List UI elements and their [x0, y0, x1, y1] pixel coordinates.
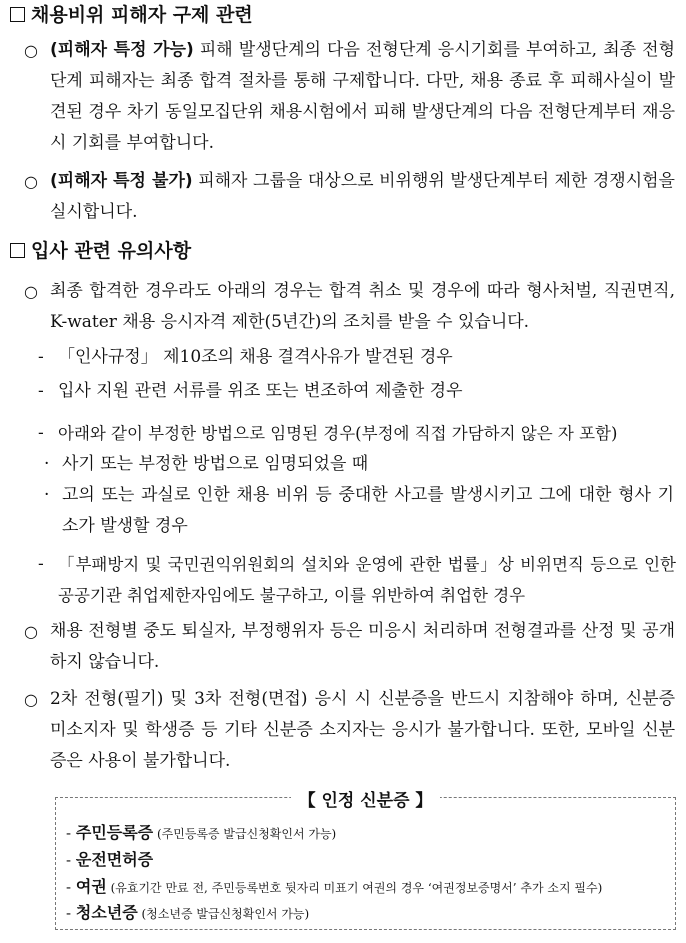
id-label: 주민등록증 [75, 823, 154, 842]
dot-bullet: · [44, 454, 50, 474]
id-label: 여권 [75, 877, 107, 896]
circle-bullet-icon: ○ [24, 41, 38, 60]
circle-bullet-icon: ○ [24, 282, 38, 301]
id-item-youth-card [66, 900, 309, 923]
disqualification-reason: 「인사규정」 제10조의 채용 결격사유가 발견된 경우 [58, 347, 453, 367]
hiring-intro: 최종 합격한 경우라도 아래의 경우는 합격 취소 및 경우에 따라 형사처벌, 직권면직, K-water 채용 응시자격 제한(5년간)의 조치를 받을 수 있습니다. [50, 281, 675, 332]
improper-appointment: 아래와 같이 부정한 방법으로 임명된 경우(부정에 직접 가담하지 않은 자 포함) [58, 424, 618, 443]
serious-incident: 고의 또는 과실로 인한 채용 비위 등 중대한 사고를 발생시키고 그에 대한 형사 기소가 발생할 경우 [62, 485, 674, 536]
id-item-passport [66, 874, 602, 897]
item-text: 피해자 그룹을 대상으로 비위행위 발생단계부터 제한 경쟁시험을 실시합니다. [50, 171, 675, 222]
circle-bullet-icon: ○ [24, 172, 38, 191]
accepted-id-title [56, 786, 675, 811]
id-note: (유효기간 만료 전, 주민등록번호 뒷자리 미표기 여권의 경우 ‘여권정보증명서’ 추가 소지 필수) [106, 881, 603, 895]
id-item-driver-license [66, 847, 153, 870]
section-heading-victim-relief [10, 2, 253, 28]
dash-bullet: - [66, 904, 72, 922]
dash-bullet: - [38, 347, 44, 367]
item-text: 피해 발생단계의 다음 전형단계 응시기회를 부여하고, 최종 전형단계 피해자는 최종 합격 절차를 통해 구제합니다. 다만, 채용 종료 후 피해사실이 발견된 경우 차기 동일모집단위 채용시험에서 피해 발생단계의 다음 전형단계부터 재응시 기회를 부여합니다. [50, 40, 675, 153]
id-note: (청소년증 발급신청확인서 가능) [137, 907, 310, 921]
circle-bullet-icon: ○ [24, 622, 38, 641]
id-note: (주민등록증 발급신청확인서 가능) [153, 827, 337, 841]
section-title: 채용비위 피해자 구제 관련 [31, 4, 253, 26]
section-heading-hiring-notes [10, 238, 191, 264]
checkbox-square-icon [10, 7, 25, 22]
dash-bullet: - [38, 554, 44, 574]
circle-bullet-icon: ○ [24, 690, 38, 709]
accepted-id-box [55, 791, 676, 930]
relief-item-unidentifiable [50, 166, 675, 228]
id-item-resident-card [66, 820, 336, 843]
fraud-appointment: 사기 또는 부정한 방법으로 임명되었을 때 [62, 454, 369, 474]
id-label: 청소년증 [75, 903, 138, 922]
relief-item-identifiable [50, 35, 675, 159]
document-forgery: 입사 지원 관련 서류를 위조 또는 변조하여 제출한 경우 [58, 381, 463, 401]
box-title-text: 【 인정 신분증 】 [291, 791, 441, 811]
anticorruption-law: 「부패방지 및 국민권익위원회의 설치와 운영에 관한 법률」상 비위면직 등으로 인한 공공기관 취업제한자임에도 불구하고, 이를 위반하여 취업한 경우 [58, 555, 676, 605]
dash-bullet: - [66, 824, 72, 842]
dot-bullet: · [44, 485, 50, 505]
checkbox-square-icon [10, 243, 25, 258]
section-title: 입사 관련 유의사항 [31, 240, 192, 262]
dash-bullet: - [38, 423, 44, 443]
absentee-notice: 채용 전형별 중도 퇴실자, 부정행위자 등은 미응시 처리하며 전형결과를 산정 및 공개하지 않습니다. [50, 621, 675, 672]
id-requirement: 2차 전형(필기) 및 3차 전형(면접) 응시 시 신분증을 반드시 지참해야 하며, 신분증 미소지자 및 학생증 등 기타 신분증 소지자는 응시가 불가합니다. 또한, 모바일 신분증은 사용이 불가합니다. [50, 689, 675, 771]
dash-bullet: - [38, 381, 44, 401]
item-bold-label: (피해자 특정 불가) [50, 171, 193, 191]
item-bold-label: (피해자 특정 가능) [50, 40, 194, 60]
id-label: 운전면허증 [75, 850, 154, 869]
dash-bullet: - [66, 878, 72, 896]
dash-bullet: - [66, 851, 72, 869]
